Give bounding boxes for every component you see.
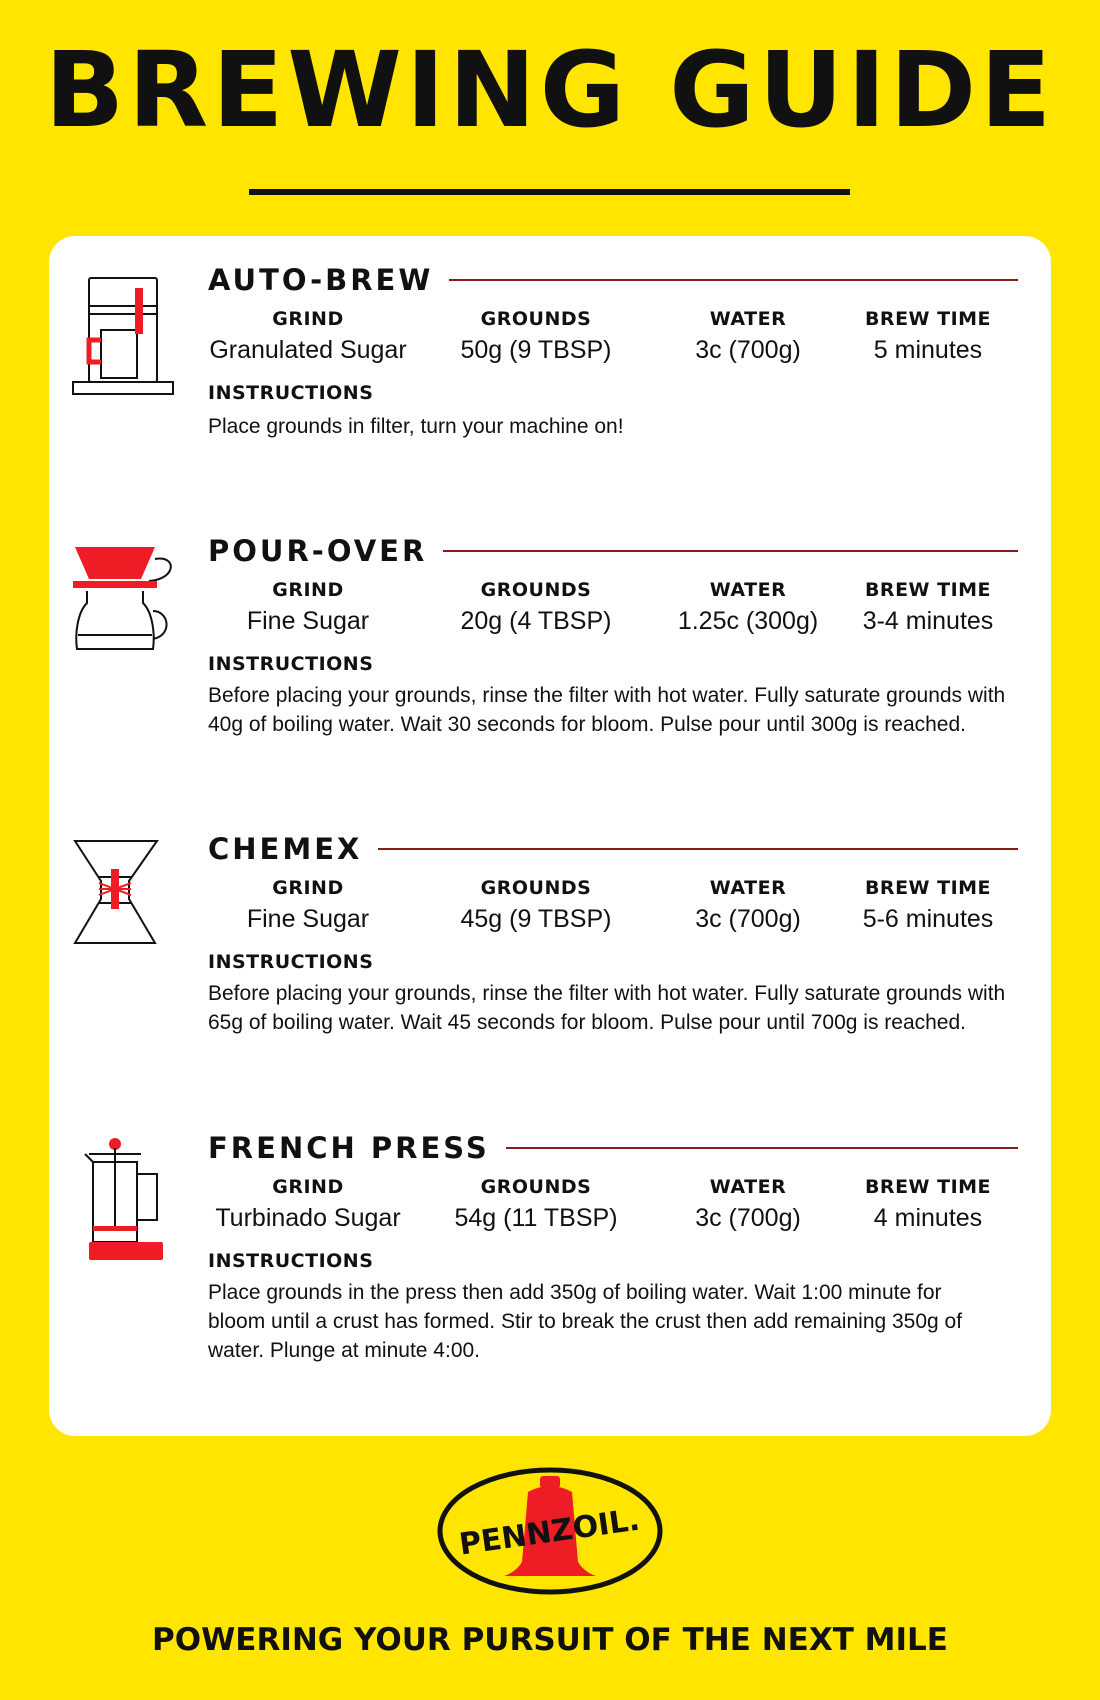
tagline: POWERING YOUR PURSUIT OF THE NEXT MILE [152, 1622, 948, 1658]
water-label: WATER [709, 1176, 787, 1198]
brew-methods-card [49, 236, 1051, 1436]
section-title: FRENCH PRESS [208, 1131, 490, 1165]
grounds-param [436, 308, 636, 365]
logo-wordmark: PENNZOIL. [457, 1502, 642, 1563]
grind-param [208, 308, 408, 365]
instructions-label: INSTRUCTIONS [208, 653, 374, 675]
grounds-label: GROUNDS [480, 579, 592, 601]
instructions-label: INSTRUCTIONS [208, 1250, 374, 1272]
section-chemex [49, 829, 1051, 1049]
section-rule [449, 279, 1018, 281]
brew-time-param [848, 1176, 1008, 1233]
grounds-label: GROUNDS [480, 308, 592, 330]
section-title: CHEMEX [208, 832, 363, 866]
section-header [208, 531, 1018, 571]
section-title: AUTO-BREW [208, 263, 434, 297]
brew-time-value: 4 minutes [873, 1204, 983, 1232]
water-label: WATER [709, 877, 787, 899]
instructions-label: INSTRUCTIONS [208, 951, 374, 973]
instructions-text: Place grounds in filter, turn your machine on! [208, 415, 624, 438]
brew-time-label: BREW TIME [864, 579, 992, 601]
section-pour-over [49, 531, 1051, 751]
water-value: 3c (700g) [695, 336, 801, 364]
grounds-param [436, 1176, 636, 1233]
grind-param [208, 579, 408, 636]
section-rule [378, 848, 1018, 850]
grind-value: Granulated Sugar [209, 336, 407, 364]
section-auto-brew [49, 260, 1051, 460]
grounds-param [436, 877, 636, 934]
brew-time-param [848, 877, 1008, 934]
grounds-value: 45g (9 TBSP) [460, 905, 612, 933]
brew-parameters [208, 308, 1078, 378]
water-param [648, 308, 848, 365]
grind-value: Turbinado Sugar [215, 1204, 401, 1232]
section-french-press [49, 1128, 1051, 1388]
water-value: 3c (700g) [695, 905, 801, 933]
section-header [208, 829, 1018, 869]
water-label: WATER [709, 308, 787, 330]
french-press-icon [69, 1138, 179, 1268]
section-rule [506, 1147, 1018, 1149]
grind-value: Fine Sugar [246, 905, 370, 933]
brew-time-value: 5-6 minutes [862, 905, 994, 933]
water-label: WATER [709, 579, 787, 601]
grind-value: Fine Sugar [246, 607, 370, 635]
chemex-icon [69, 837, 179, 967]
water-param [648, 1176, 848, 1233]
grounds-param [436, 579, 636, 636]
brew-time-param [848, 308, 1008, 365]
pour-over-icon [69, 539, 179, 669]
section-header [208, 260, 1018, 300]
water-value: 1.25c (300g) [677, 607, 819, 635]
grind-label: GRIND [272, 877, 344, 899]
grounds-label: GROUNDS [480, 1176, 592, 1198]
water-param [648, 877, 848, 934]
grounds-label: GROUNDS [480, 877, 592, 899]
grind-param [208, 877, 408, 934]
page-title: BREWING GUIDE [44, 29, 1056, 151]
water-value: 3c (700g) [695, 1204, 801, 1232]
instructions-text: Before placing your grounds, rinse the filter with hot water. Fully saturate grounds with 65g of boiling water. Wait 45 seconds for bloom. Pulse pour until 700g is reached. [208, 982, 1006, 1034]
title-divider [249, 189, 850, 195]
brew-parameters [208, 1176, 1078, 1246]
grounds-value: 50g (9 TBSP) [460, 336, 612, 364]
grind-label: GRIND [272, 308, 344, 330]
grounds-value: 54g (11 TBSP) [454, 1204, 618, 1232]
brew-time-value: 3-4 minutes [862, 607, 994, 635]
instructions-label: INSTRUCTIONS [208, 382, 374, 404]
grounds-value: 20g (4 TBSP) [460, 607, 612, 635]
section-title: POUR-OVER [208, 534, 428, 568]
coffee-maker-icon [69, 270, 179, 400]
brew-time-label: BREW TIME [864, 877, 992, 899]
brew-parameters [208, 579, 1078, 649]
grind-param [208, 1176, 408, 1233]
grind-label: GRIND [272, 579, 344, 601]
brew-time-value: 5 minutes [873, 336, 983, 364]
brew-time-label: BREW TIME [864, 1176, 992, 1198]
instructions-text: Place grounds in the press then add 350g of boiling water. Wait 1:00 minute for bloom until a crust has formed. Stir to break the crust then add remaining 350g of water. Plunge at minute 4:00. [208, 1281, 963, 1362]
grind-label: GRIND [272, 1176, 344, 1198]
pennzoil-logo [436, 1466, 664, 1596]
water-param [648, 579, 848, 636]
brew-parameters [208, 877, 1078, 947]
section-rule [443, 550, 1018, 552]
section-header [208, 1128, 1018, 1168]
brew-time-label: BREW TIME [864, 308, 992, 330]
brew-time-param [848, 579, 1008, 636]
instructions-text: Before placing your grounds, rinse the filter with hot water. Fully saturate grounds with 40g of boiling water. Wait 30 seconds for bloom. Pulse pour until 300g is reached. [208, 684, 1006, 736]
